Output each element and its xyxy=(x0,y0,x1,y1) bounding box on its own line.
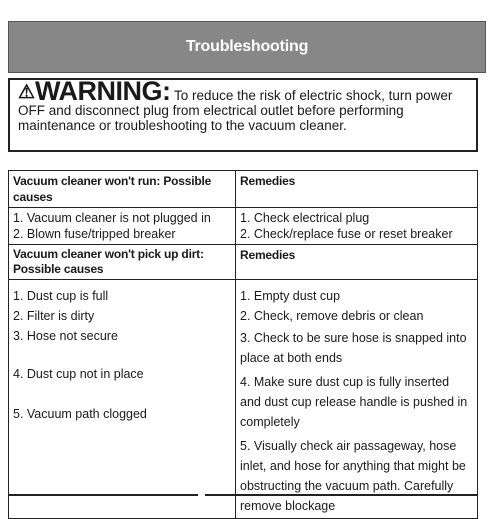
cause-item: 5. Vacuum path clogged xyxy=(13,407,147,421)
section-header-row xyxy=(9,171,478,208)
page-title: Troubleshooting xyxy=(185,38,309,55)
cause-item: 1. Dust cup is full xyxy=(13,289,109,303)
cause-item: 4. Dust cup not in place xyxy=(13,367,144,381)
remedy-item: 4. Make sure dust cup is fully inserted and dust cup release handle is pushed in completely xyxy=(240,375,468,429)
causes-header: Vacuum cleaner won't pick up dirt: Possible causes xyxy=(9,245,236,280)
next-section-divider xyxy=(8,494,198,496)
title-bar xyxy=(8,21,486,73)
warning-text: To reduce the risk of electric shock, turn power OFF and disconnect plug from electrical outlet before performing maintenance or troubleshooting to the vacuum cleaner. xyxy=(18,88,453,133)
remedies-header: Remedies xyxy=(236,171,478,208)
remedies-header: Remedies xyxy=(236,245,478,280)
remedy-cell xyxy=(236,208,478,245)
table-row xyxy=(9,280,478,519)
cause-item: 3. Hose not secure xyxy=(13,329,118,343)
troubleshooting-table xyxy=(8,170,478,519)
warning-word: WARNING: xyxy=(35,76,171,106)
table-row xyxy=(9,208,478,245)
remedy-item: 1. Check electrical plug xyxy=(240,211,370,225)
cause-cell xyxy=(9,208,236,245)
cause-item: 2. Filter is dirty xyxy=(13,309,95,323)
remedy-cell xyxy=(236,280,478,519)
remedy-item: 2. Check, remove debris or clean xyxy=(240,309,424,323)
causes-header: Vacuum cleaner won't run: Possible causes xyxy=(9,171,236,208)
remedy-item: 3. Check to be sure hose is snapped into place at both ends xyxy=(240,331,467,365)
warning-triangle-icon: ⚠ xyxy=(18,82,36,103)
cause-item: 2. Blown fuse/tripped breaker xyxy=(13,227,176,241)
warning-box xyxy=(8,78,478,152)
remedy-item: 2. Check/replace fuse or reset breaker xyxy=(240,227,453,241)
section-header-row xyxy=(9,245,478,280)
cause-cell xyxy=(9,280,236,519)
warning-heading xyxy=(18,76,171,106)
remedy-item: 5. Visually check air passageway, hose inlet, and hose for anything that might be obstructing the vacuum path. Carefully remove blockage xyxy=(240,439,466,513)
cause-item: 1. Vacuum cleaner is not plugged in xyxy=(13,211,211,225)
remedy-item: 1. Empty dust cup xyxy=(240,289,341,303)
next-section-divider xyxy=(205,494,478,496)
